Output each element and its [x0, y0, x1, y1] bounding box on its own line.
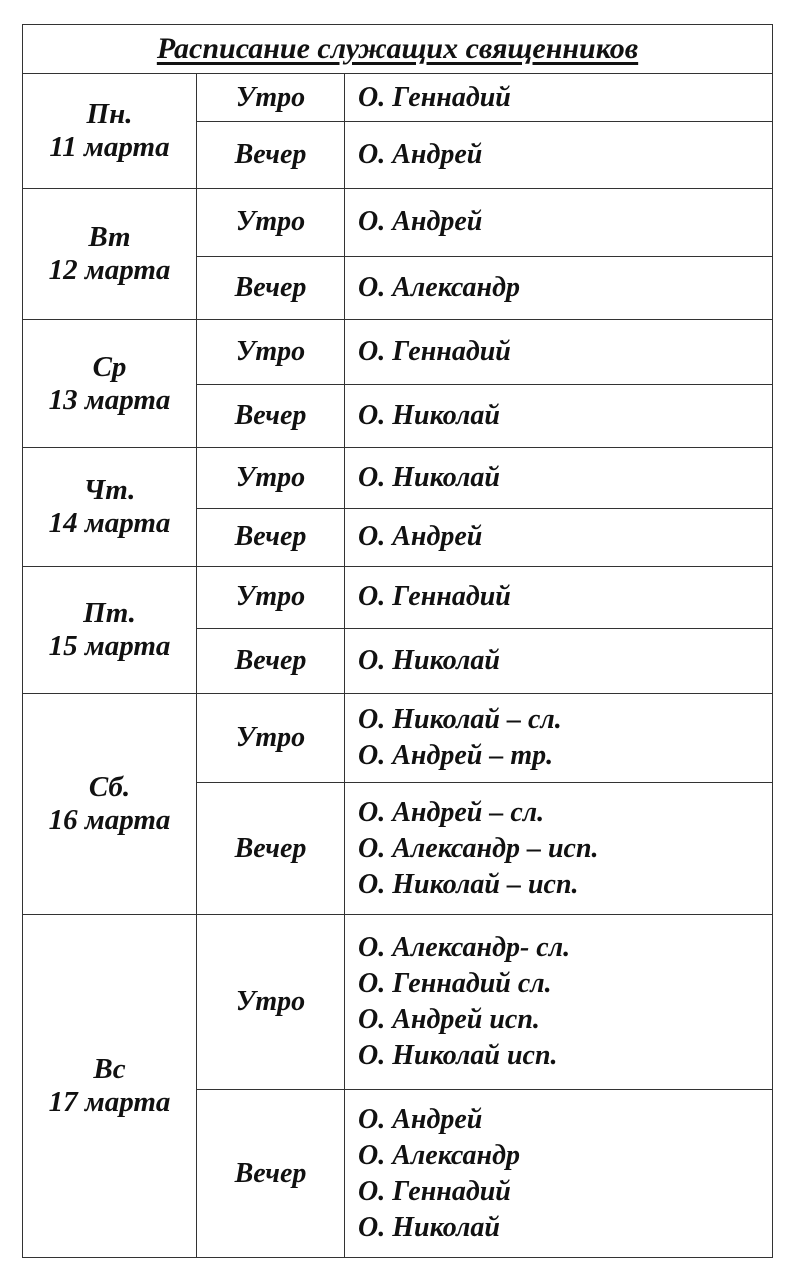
priest-name: О. Николай – исп.: [358, 868, 579, 900]
priest-name: О. Андрей – сл.: [358, 796, 545, 828]
priest-name: О. Геннадий: [358, 336, 511, 368]
service-part: Утро: [197, 74, 345, 122]
priest-name: О. Николай исп.: [358, 1040, 558, 1072]
priest-name: О. Николай: [358, 644, 500, 676]
service-row: [23, 448, 773, 508]
day-weekday: Чт.: [83, 474, 136, 507]
service-part: Вечер: [197, 1090, 345, 1258]
title-row: [23, 25, 773, 74]
priest-name: О. Александр – исп.: [358, 832, 599, 864]
service-part: Вечер: [197, 122, 345, 188]
day-weekday: Сб.: [88, 770, 131, 803]
day-date: 12 марта: [48, 253, 171, 286]
priests-cell: [345, 385, 773, 448]
priest-name: О. Андрей: [358, 521, 483, 553]
service-part: Утро: [197, 188, 345, 256]
service-row: [23, 914, 773, 1090]
service-part: Утро: [197, 319, 345, 384]
priest-name: О. Александр- сл.: [358, 932, 571, 964]
service-row: [23, 188, 773, 256]
day-cell: [23, 74, 197, 188]
day-cell: [23, 319, 197, 447]
priest-name: О. Николай – сл.: [358, 704, 562, 736]
priests-cell: [345, 188, 773, 256]
priest-name: О. Геннадий: [358, 581, 511, 613]
priest-name: О. Андрей: [358, 206, 483, 238]
day-weekday: Пн.: [86, 97, 133, 130]
priests-cell: [345, 74, 773, 122]
service-part: Утро: [197, 448, 345, 508]
day-date: 15 марта: [48, 629, 171, 662]
service-row: [23, 74, 773, 122]
service-part: Утро: [197, 694, 345, 783]
day-cell: [23, 188, 197, 319]
priests-cell: [345, 122, 773, 188]
priest-name: О. Андрей: [358, 1103, 483, 1135]
day-date: 17 марта: [48, 1085, 171, 1118]
priest-name: О. Николай: [358, 400, 500, 432]
day-weekday: Ср: [92, 350, 127, 383]
schedule-title: Расписание служащих священников: [23, 25, 773, 74]
schedule-table: [22, 24, 773, 1258]
priest-name: О. Геннадий: [358, 1175, 511, 1207]
day-date: 11 марта: [49, 130, 170, 163]
service-part: Вечер: [197, 628, 345, 693]
priest-name: О. Геннадий сл.: [358, 968, 552, 1000]
service-part: Вечер: [197, 508, 345, 566]
priests-cell: [345, 508, 773, 566]
service-part: Вечер: [197, 256, 345, 319]
priests-cell: [345, 1090, 773, 1258]
schedule-body: [23, 25, 773, 1258]
day-cell: [23, 448, 197, 566]
day-weekday: Пт.: [83, 596, 136, 629]
priests-cell: [345, 566, 773, 628]
service-part: Утро: [197, 914, 345, 1090]
priest-name: О. Николай: [358, 461, 500, 493]
priest-name: О. Андрей исп.: [358, 1004, 540, 1036]
service-part: Утро: [197, 566, 345, 628]
priests-cell: [345, 628, 773, 693]
priests-cell: [345, 448, 773, 508]
day-weekday: Вс: [93, 1052, 126, 1085]
service-row: [23, 319, 773, 384]
priests-cell: [345, 783, 773, 914]
priest-name: О. Николай: [358, 1211, 500, 1243]
priest-name: О. Геннадий: [358, 81, 511, 113]
priest-name: О. Андрей – тр.: [358, 740, 554, 772]
priests-cell: [345, 694, 773, 783]
day-date: 16 марта: [48, 803, 171, 836]
service-part: Вечер: [197, 783, 345, 914]
service-row: [23, 694, 773, 783]
priest-name: О. Андрей: [358, 138, 483, 170]
day-cell: [23, 566, 197, 693]
priest-name: О. Александр: [358, 1139, 520, 1171]
day-cell: [23, 914, 197, 1257]
day-date: 13 марта: [48, 383, 171, 416]
service-part: Вечер: [197, 385, 345, 448]
priest-name: О. Александр: [358, 271, 520, 303]
service-row: [23, 566, 773, 628]
priests-cell: [345, 914, 773, 1090]
day-date: 14 марта: [48, 507, 171, 540]
day-cell: [23, 694, 197, 915]
day-weekday: Вт: [88, 220, 131, 253]
priests-cell: [345, 256, 773, 319]
priests-cell: [345, 319, 773, 384]
